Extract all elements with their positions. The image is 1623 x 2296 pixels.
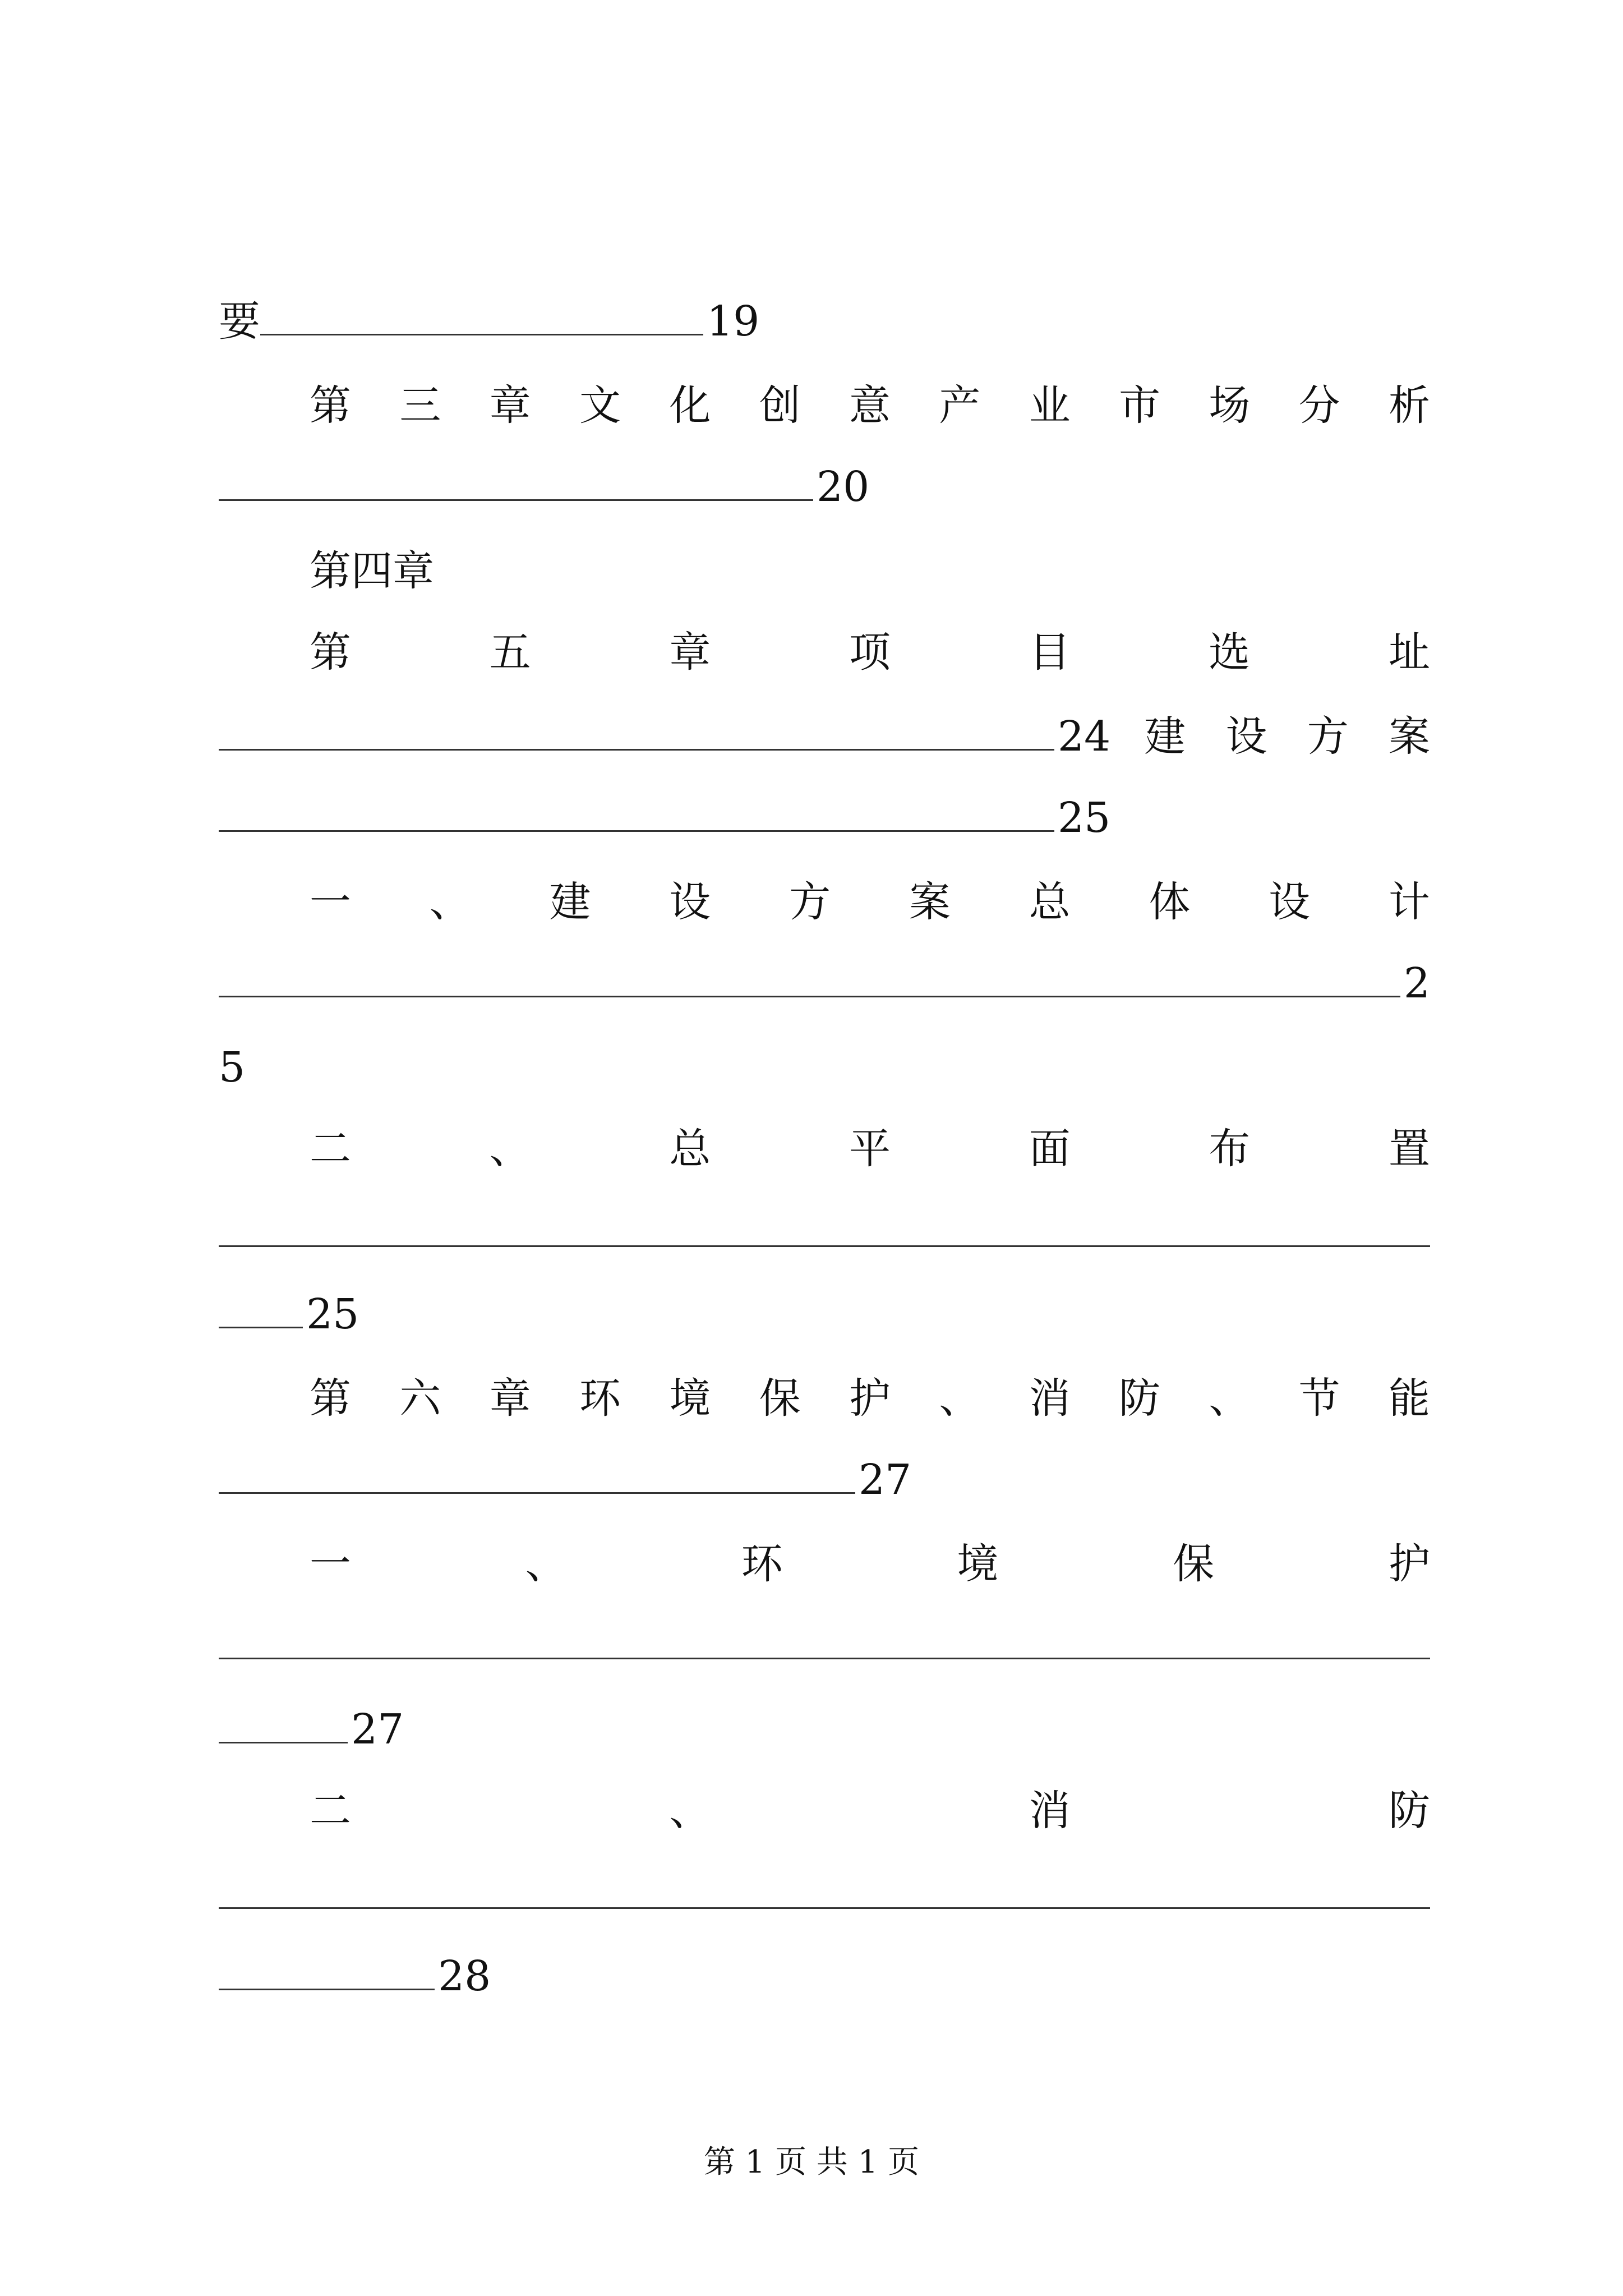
toc-line-env-protection: [310, 1523, 1430, 1588]
toc-text: 要: [219, 297, 260, 346]
toc-char: 二: [310, 1787, 351, 1835]
toc-char: 护: [849, 1374, 891, 1423]
leader-line: [219, 749, 1054, 751]
toc-line-leader: [219, 1604, 1430, 1666]
toc-char: 章: [669, 628, 711, 677]
leader-line: [219, 1907, 1430, 1909]
toc-page-number: 19: [707, 297, 760, 346]
toc-char: 平: [849, 1125, 891, 1173]
page-footer: 第 1 页 共 1 页: [703, 2144, 920, 2180]
toc-char: 市: [1118, 381, 1160, 430]
toc-page-number: 27: [351, 1705, 404, 1754]
toc-char: 方: [789, 878, 831, 926]
toc-char: 消: [1029, 1787, 1071, 1835]
toc-text: 5: [219, 1043, 246, 1092]
toc-char: 环: [579, 1374, 621, 1423]
toc-line-chapter6-page: [219, 1439, 1430, 1504]
toc-page-number: 28: [438, 1952, 491, 2000]
toc-char: 文: [579, 381, 621, 430]
toc-page-number: 25: [1058, 794, 1111, 842]
toc-char: 计: [1388, 878, 1430, 926]
toc-char: 境: [957, 1540, 999, 1588]
toc-line-chapter5: [310, 611, 1430, 677]
toc-line-chapter3: [310, 365, 1430, 430]
leader-line: [219, 1492, 855, 1494]
toc-char: 方: [1307, 712, 1349, 761]
toc-char: 面: [1029, 1125, 1071, 1173]
toc-char: 体: [1149, 878, 1191, 926]
toc-line-fire-protection: [310, 1770, 1430, 1835]
toc-char: 、: [669, 1787, 711, 1835]
toc-char: 护: [1388, 1540, 1430, 1588]
toc-char: 建: [549, 878, 591, 926]
toc-char: 意: [849, 381, 891, 430]
toc-line-section-1-page: [219, 942, 1430, 1007]
toc-page-number: 25: [306, 1290, 359, 1338]
leader-line: [219, 830, 1054, 832]
toc-char: 总: [1029, 878, 1071, 926]
toc-char: 二: [310, 1125, 351, 1173]
toc-line-yao: [219, 280, 1430, 346]
toc-line-chapter5-page: [219, 696, 1430, 761]
toc-char: 置: [1388, 1125, 1430, 1173]
toc-line-wrap: [219, 1027, 1430, 1092]
toc-char: 案: [909, 878, 951, 926]
leader-line: [219, 1245, 1430, 1247]
toc-char: 选: [1209, 628, 1251, 677]
toc-char: 、: [429, 878, 471, 926]
toc-char: 境: [669, 1374, 711, 1423]
leader-line: [219, 1989, 435, 1990]
toc-char: 六: [399, 1374, 441, 1423]
toc-line-chapter4: [310, 530, 1430, 595]
toc-char: 防: [1118, 1374, 1160, 1423]
toc-line-chapter6: [310, 1358, 1430, 1423]
toc-char: 建: [1144, 712, 1186, 761]
toc-char: 化: [669, 381, 711, 430]
toc-line-section-1: [310, 861, 1430, 926]
toc-char: 能: [1388, 1374, 1430, 1423]
toc-char: 案: [1388, 712, 1430, 761]
toc-char: 设: [1225, 712, 1267, 761]
toc-page-number: 20: [817, 463, 870, 511]
toc-char: 章: [489, 1374, 531, 1423]
toc-char: 产: [939, 381, 981, 430]
toc-page-number: 27: [859, 1456, 912, 1504]
leader-line: [219, 499, 813, 501]
toc-line-section-2-page: [219, 1273, 1430, 1338]
toc-char: 第: [310, 628, 351, 677]
toc-char: 析: [1388, 381, 1430, 430]
toc-char: 防: [1388, 1787, 1430, 1835]
toc-char: 五: [489, 628, 531, 677]
toc-char: 环: [741, 1540, 783, 1588]
toc-char: 、: [939, 1374, 981, 1423]
toc-char: 节: [1298, 1374, 1340, 1423]
toc-line-section-2: [310, 1108, 1430, 1173]
toc-char: 一: [310, 1540, 351, 1588]
toc-char: 保: [1173, 1540, 1215, 1588]
toc-char: 创: [759, 381, 801, 430]
toc-char: 设: [669, 878, 711, 926]
leader-line: [260, 334, 703, 335]
toc-char: 项: [849, 628, 891, 677]
toc-char: 分: [1298, 381, 1340, 430]
toc-text-group: [1144, 712, 1430, 761]
toc-line-leader: [219, 1854, 1430, 1916]
toc-char: 第: [310, 1374, 351, 1423]
toc-char: 场: [1209, 381, 1251, 430]
toc-char: 址: [1388, 628, 1430, 677]
leader-line: [219, 1327, 303, 1328]
toc-char: 业: [1029, 381, 1071, 430]
toc-char: 消: [1029, 1374, 1071, 1423]
toc-char: 章: [489, 381, 531, 430]
toc-line-plan-page: [219, 777, 1430, 842]
toc-char: 布: [1209, 1125, 1251, 1173]
toc-char: 总: [669, 1125, 711, 1173]
leader-line: [219, 1742, 348, 1743]
toc-char: 保: [759, 1374, 801, 1423]
leader-line: [219, 996, 1400, 997]
toc-char: 设: [1269, 878, 1311, 926]
toc-line-leader: [219, 1192, 1430, 1254]
toc-line-fire-protection-page: [219, 1935, 1430, 2000]
toc-text: 第四章: [310, 547, 434, 595]
toc-char: 、: [489, 1125, 531, 1173]
toc-char: 、: [525, 1540, 567, 1588]
toc-char: 一: [310, 878, 351, 926]
toc-char: 、: [1209, 1374, 1251, 1423]
toc-char: 目: [1029, 628, 1071, 677]
toc-char: 第: [310, 381, 351, 430]
toc-page-number: 24: [1058, 712, 1111, 761]
leader-line: [219, 1658, 1430, 1659]
toc-line-chapter3-page: [219, 446, 1430, 511]
toc-char: 三: [399, 381, 441, 430]
toc-line-env-protection-page: [219, 1688, 1430, 1754]
toc-page-number: 2: [1403, 959, 1430, 1007]
